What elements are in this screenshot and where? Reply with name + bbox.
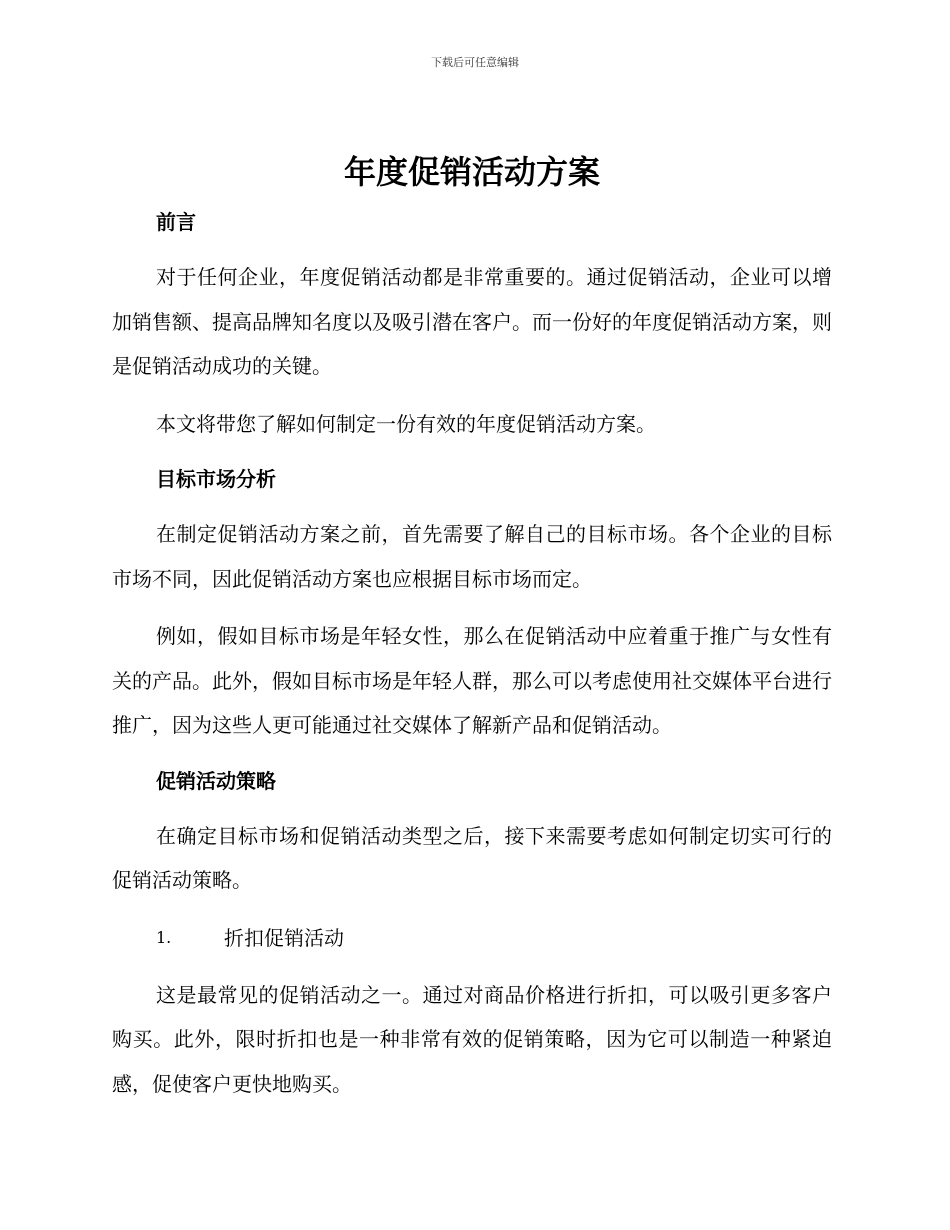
list-label: 折扣促销活动 [224, 925, 344, 950]
section-heading-target-market: 目标市场分析 [156, 467, 276, 491]
list-item [112, 916, 832, 960]
paragraph: 例如，假如目标市场是年轻女性，那么在促销活动中应着重于推广与女性有关的产品。此外，假如目标市场是年轻人群，那么可以考虑使用社交媒体平台进行推广，因为这些人更可能通过社交媒体了解新产品和促销活动。 [112, 624, 832, 737]
paragraph: 本文将带您了解如何制定一份有效的年度促销活动方案。 [156, 411, 656, 436]
section-heading-strategy: 促销活动策略 [156, 768, 276, 793]
paragraph: 对于任何企业，年度促销活动都是非常重要的。通过促销活动，企业可以增加销售额、提高品牌知名度以及吸引潜在客户。而一份好的年度促销活动方案，则是促销活动成功的关键。 [112, 265, 832, 378]
page-header-note: 下载后可任意编辑 [431, 56, 519, 69]
paragraph: 这是最常见的促销活动之一。通过对商品价格进行折扣，可以吸引更多客户购买。此外，限时折扣也是一种非常有效的促销策略，因为它可以制造一种紧迫感，促使客户更快地购买。 [112, 982, 832, 1096]
list-number: 1. [156, 927, 172, 947]
section-heading-preface: 前言 [156, 210, 196, 234]
document-title: 年度促销活动方案 [343, 153, 600, 191]
paragraph: 在制定促销活动方案之前，首先需要了解自己的目标市场。各个企业的目标市场不同，因此促销活动方案也应根据目标市场而定。 [112, 522, 832, 591]
document-body [112, 148, 832, 1106]
paragraph: 在确定目标市场和促销活动类型之后，接下来需要考虑如何制定切实可行的促销活动策略。 [112, 823, 832, 892]
